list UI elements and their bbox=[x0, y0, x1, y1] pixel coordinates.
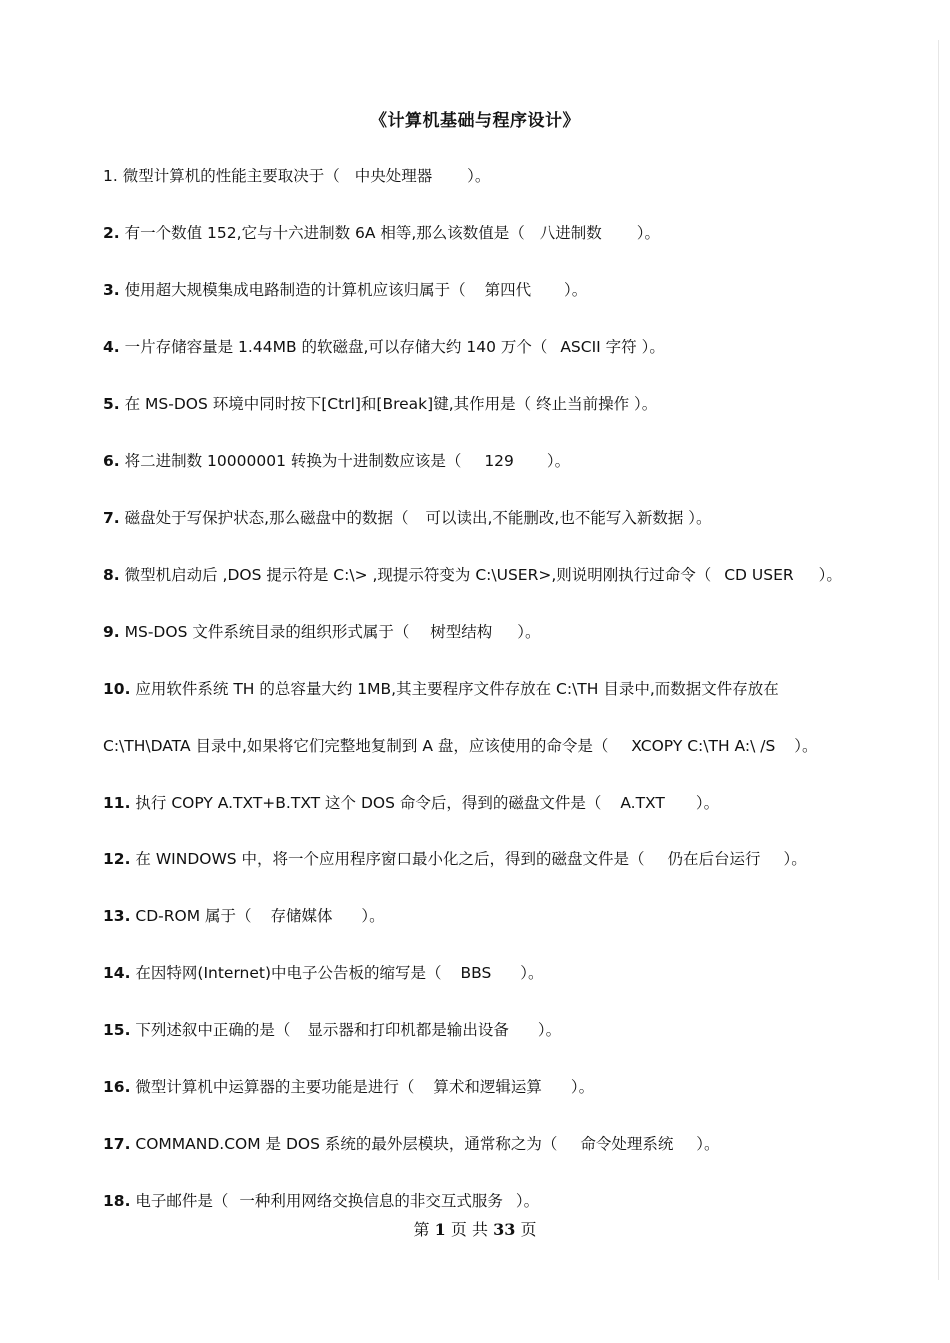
answer: 命令处理系统 bbox=[580, 1135, 674, 1153]
question-4: 4. 一片存储容量是 1.44MB 的软磁盘,可以存储大约 140 万个（ ASCII 字符 ）。 bbox=[103, 338, 665, 356]
answer: 算术和逻辑运算 bbox=[433, 1078, 542, 1096]
question-3: 3. 使用超大规模集成电路制造的计算机应该归属于（ 第四代 ）。 bbox=[103, 281, 588, 299]
question-5: 5. 在 MS-DOS 环境中同时按下[Ctrl]和[Break]键,其作用是（ 终止当前操作 ）。 bbox=[103, 395, 658, 413]
page-edge-line bbox=[938, 40, 939, 1280]
answer: 一种利用网络交换信息的非交互式服务 bbox=[239, 1192, 503, 1210]
question-11: 11. 执行 COPY A.TXT+B.TXT 这个 DOS 命令后，得到的磁盘文件是（ A.TXT ）。 bbox=[103, 794, 720, 812]
question-16: 16. 微型计算机中运算器的主要功能是进行（ 算术和逻辑运算 ）。 bbox=[103, 1078, 595, 1096]
question-7: 7. 磁盘处于写保护状态,那么磁盘中的数据（ 可以读出,不能删改,也不能写入新数据 ）。 bbox=[103, 509, 712, 527]
answer: 终止当前操作 bbox=[536, 395, 630, 413]
answer: BBS bbox=[460, 964, 492, 982]
total-page-count: 33 bbox=[493, 1220, 516, 1239]
page-footer: 第 1 页 共 33 页 bbox=[413, 1220, 537, 1239]
answer: CD USER bbox=[724, 566, 794, 584]
question-1: 1. 微型计算机的性能主要取决于（ 中央处理器 ）。 bbox=[103, 167, 491, 185]
question-8: 8. 微型机启动后 ,DOS 提示符是 C:\> ,现提示符变为 C:\USER>,则说明刚执行过命令（ CD USER ）。 bbox=[103, 566, 842, 584]
answer: 中央处理器 bbox=[354, 167, 433, 185]
question-10-continued: C:\TH\DATA 目录中,如果将它们完整地复制到 A 盘，应该使用的命令是（ XCOPY C:\TH A:\ /S ）。 bbox=[103, 737, 818, 755]
question-17: 17. COMMAND.COM 是 DOS 系统的最外层模块，通常称之为（ 命令处理系统 ）。 bbox=[103, 1135, 720, 1153]
answer: XCOPY C:\TH A:\ /S bbox=[631, 737, 776, 755]
current-page-number: 1 bbox=[434, 1220, 446, 1239]
answer: 显示器和打印机都是输出设备 bbox=[307, 1021, 509, 1039]
question-10: 10. 应用软件系统 TH 的总容量大约 1MB,其主要程序文件存放在 C:\TH 目录中,而数据文件存放在 bbox=[103, 680, 779, 698]
question-12: 12. 在 WINDOWS 中，将一个应用程序窗口最小化之后，得到的磁盘文件是（ 仍在后台运行 ）。 bbox=[103, 850, 807, 868]
answer: 第四代 bbox=[484, 281, 532, 299]
answer: A.TXT bbox=[620, 794, 665, 812]
question-6: 6. 将二进制数 10000001 转换为十进制数应该是（ 129 ）。 bbox=[103, 452, 571, 470]
answer: 129 bbox=[484, 452, 514, 470]
question-14: 14. 在因特网(Internet)中电子公告板的缩写是（ BBS ）。 bbox=[103, 964, 544, 982]
answer: 存储媒体 bbox=[270, 907, 333, 925]
answer: 八进制数 bbox=[539, 224, 602, 242]
question-18: 18. 电子邮件是（ 一种利用网络交换信息的非交互式服务 ）。 bbox=[103, 1192, 540, 1210]
answer: 可以读出,不能删改,也不能写入新数据 bbox=[425, 509, 684, 527]
question-13: 13. CD-ROM 属于（ 存储媒体 ）。 bbox=[103, 907, 385, 925]
answer: ASCII 字符 bbox=[560, 338, 637, 356]
answer: 仍在后台运行 bbox=[667, 850, 761, 868]
question-2: 2. 有一个数值 152,它与十六进制数 6A 相等,那么该数值是（ 八进制数 ）。 bbox=[103, 224, 660, 242]
answer: 树型结构 bbox=[430, 623, 493, 641]
document-title: 《计算机基础与程序设计》 bbox=[370, 111, 580, 131]
question-15: 15. 下列述叙中正确的是（ 显示器和打印机都是输出设备 ）。 bbox=[103, 1021, 562, 1039]
question-9: 9. MS-DOS 文件系统目录的组织形式属于（ 树型结构 ）。 bbox=[103, 623, 541, 641]
